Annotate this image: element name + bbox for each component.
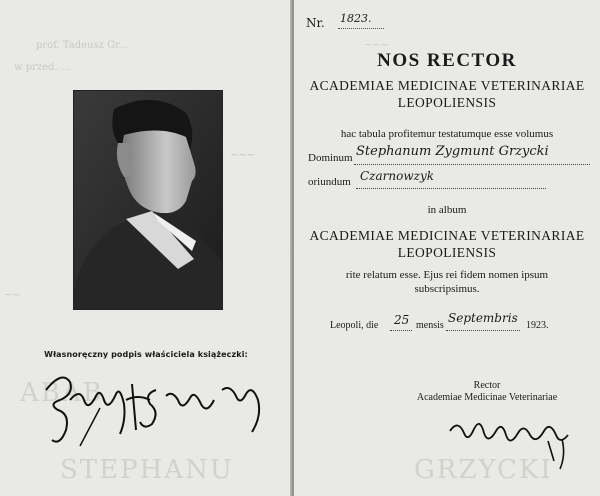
document-title: NOS RECTOR (377, 50, 517, 71)
mensis-label: mensis (416, 320, 444, 331)
number-value: 1823. (340, 12, 372, 25)
signature-caption: Własnoręczny podpis właściciela książeczki: (44, 350, 248, 359)
institution2-line-1: ACADEMIAE MEDICINAE VETERINARIAE (309, 228, 585, 243)
rite-line-2: subscripsimus. (414, 283, 480, 295)
holder-photo (73, 90, 223, 310)
institution-line-1: ACADEMIAE MEDICINAE VETERINARIAE (309, 78, 585, 93)
bleed-through-text: ~~~ (230, 150, 256, 161)
month-line (446, 330, 520, 331)
bleed-through-text: ~~ (4, 290, 21, 301)
place-text: Leopoli, die (330, 320, 379, 331)
oriundum-value: Czarnowzyk (360, 169, 434, 183)
rector-signature-image (444, 405, 584, 479)
day-value: 25 (394, 313, 410, 327)
month-value: Septembris (448, 311, 518, 325)
dominum-label: Dominum (308, 152, 353, 164)
institution-line-2: LEOPOLIENSIS (397, 95, 497, 110)
day-line (390, 330, 412, 331)
right-page (294, 0, 600, 496)
rector-label: Rector (473, 380, 501, 391)
dominum-value: Stephanum Zygmunt Grzycki (356, 144, 549, 159)
holder-signature-image (40, 360, 270, 454)
oriundum-line (356, 188, 546, 189)
number-label: Nr. (306, 16, 325, 30)
year-value: 1923. (526, 320, 549, 331)
left-page (0, 0, 292, 496)
bleed-through-text: STEPHANU (60, 455, 234, 485)
number-line (338, 28, 384, 29)
bleed-through-text: prof. Tadeusz Gr... (36, 40, 129, 51)
bleed-through-text: ABAB (20, 378, 104, 408)
statement-text: hac tabula profitemur testatumque esse volumus (340, 128, 554, 140)
in-album-text: in album (427, 204, 467, 216)
bleed-through-text: w przed. ... (14, 62, 71, 73)
institution2-line-2: LEOPOLIENSIS (397, 245, 497, 260)
bleed-through-text: ~~~ (364, 40, 390, 51)
oriundum-label: oriundum (308, 176, 351, 188)
rector-institution: Academiae Medicinae Veterinariae (416, 392, 558, 403)
bleed-through-text: GRZYCKI (414, 455, 553, 485)
rite-line-1: rite relatum esse. Ejus rei fidem nomen ipsum (345, 269, 549, 281)
dominum-line (354, 164, 590, 165)
